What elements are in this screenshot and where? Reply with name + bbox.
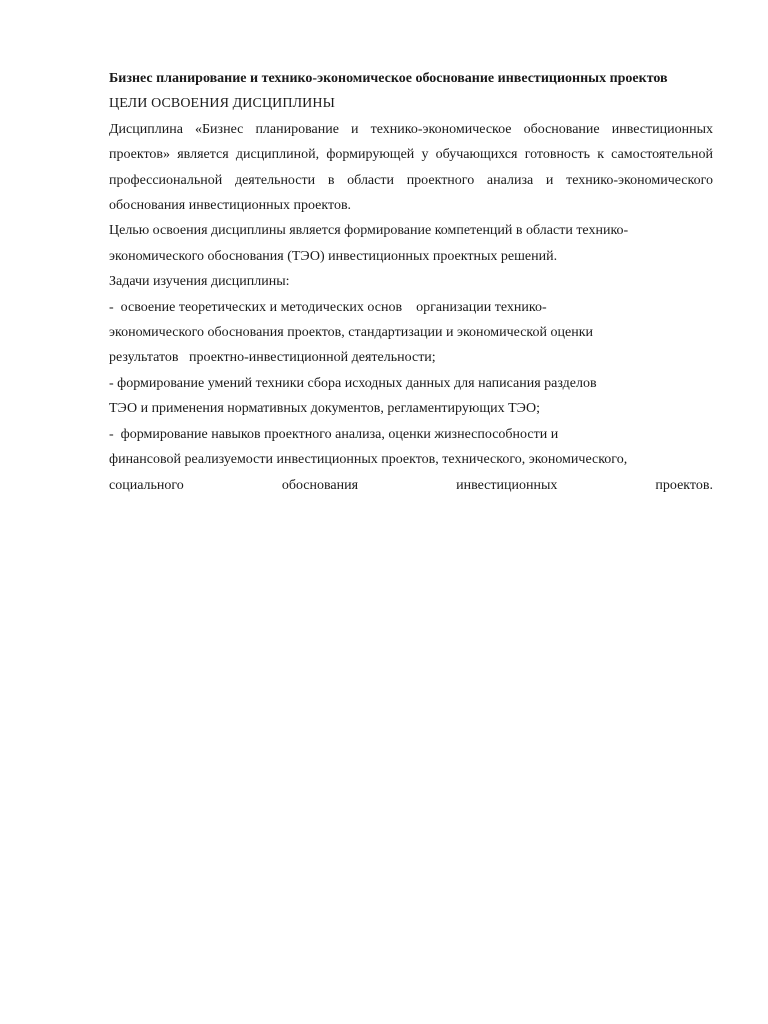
section-heading: ЦЕЛИ ОСВОЕНИЯ ДИСЦИПЛИНЫ — [109, 96, 335, 112]
task-2-line-2: ТЭО и применения нормативных документов, регламентирующих ТЭО; — [109, 401, 541, 417]
word-4: проектов. — [655, 477, 713, 493]
document-title: Бизнес планирование и технико-экономическое обоснование инвестиционных проектов — [109, 71, 668, 86]
intro-paragraph: Дисциплина «Бизнес планирование и технико-экономическое обоснование инвестиционных проектов» является дисциплиной, формирующей у обучающихся готовность к самостоятельной профессиональной деятельности в области проектного анализа и технико-экономического обоснования инвестиционных проектов. — [109, 121, 713, 214]
word-2: обоснования — [281, 477, 359, 493]
task-2-line-1: - формирование умений техники сбора исходных данных для написания разделов — [109, 375, 597, 391]
task-3-line-2: финансовой реализуемости инвестиционных проектов, технического, экономического, — [109, 452, 628, 468]
document-page — [109, 66, 713, 498]
tasks-label: Задачи изучения дисциплины: — [109, 274, 290, 290]
word-1: социального — [109, 477, 184, 493]
task-3-line-3 — [109, 473, 713, 498]
word-3: инвестиционных — [456, 477, 558, 493]
task-1-line-2: экономического обоснования проектов, стандартизации и экономической оценки — [109, 325, 594, 341]
goal-line-1: Целью освоения дисциплины является формирование компетенций в области технико- — [109, 223, 629, 239]
task-1-line-3: результатов проектно-инвестиционной деятельности; — [109, 350, 436, 366]
task-3-line-1: - формирование навыков проектного анализа, оценки жизнеспособности и — [109, 426, 559, 442]
task-1-line-1: - освоение теоретических и методических основ организации технико- — [109, 299, 547, 315]
goal-line-2: экономического обоснования (ТЭО) инвестиционных проектных решений. — [109, 248, 558, 264]
